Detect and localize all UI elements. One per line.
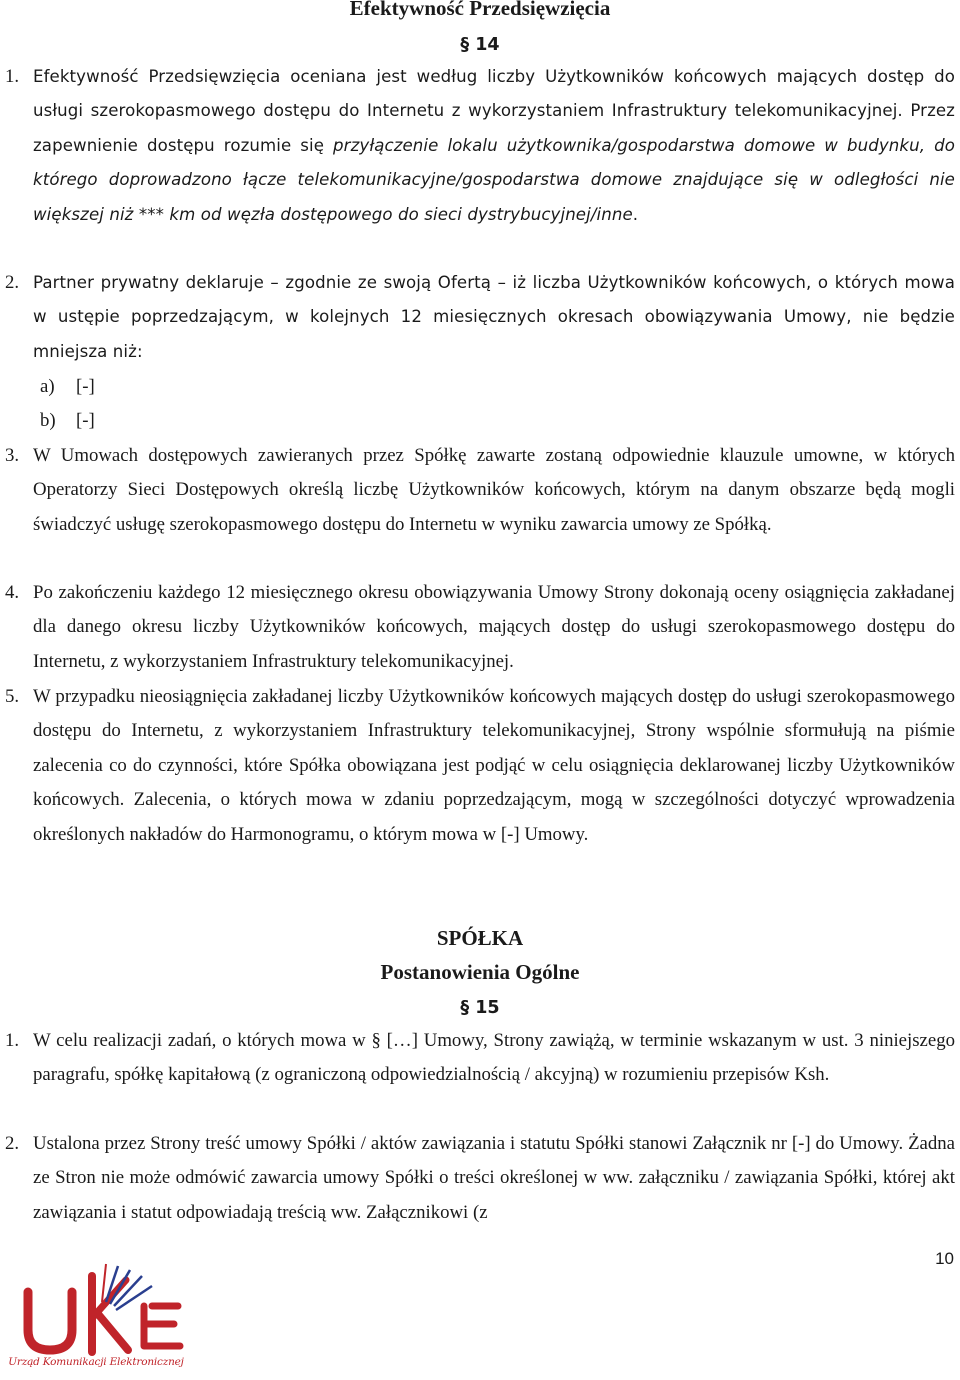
item-text: W Umowach dostępowych zawieranych przez Spółkę zawarte zostaną odpowiednie klauzule umowne, w których Operatorzy Sieci Dostępowych określą liczbę Użytkowników końcowych, którym na danym obszarze będą mogli świadczyć usługę szerokopasmowego dostępu do Internetu w wyniku zawarcia umowy ze Spółką. [33,445,955,535]
section-heading: SPÓŁKA [436,926,524,950]
list-item: 4. Po zakończeniu każdego 12 miesięcznego okresu obowiązywania Umowy Strony dokonają oceny osiągnięcia zakładanej dla danego okresu liczby Użytkowników końcowych, mających dostęp do usługi szerokopasmowego dostępu do Internetu, z wykorzystaniem Infrastruktury telekomunikacyjnej. [5,582,955,672]
list-item: 3. W Umowach dostępowych zawieranych przez Spółkę zawarte zostaną odpowiednie klauzule umowne, w których Operatorzy Sieci Dostępowych określą liczbę Użytkowników końcowych, którym na danym obszarze będą mogli świadczyć usługę szerokopasmowego dostępu do Internetu w wyniku zawarcia umowy ze Spółką. [5,445,955,535]
uke-logo [6,1262,186,1378]
section-title: Efektywność Przedsięwzięcia [349,0,611,20]
item-text: Partner prywatny deklaruje – zgodnie ze swoją Ofertą – iż liczba Użytkowników końcowych, o których mowa w ustępie poprzedzającym, w kolejnych 12 miesięcznych okresach obowiązywania Umowy, nie będzie mniejsza niż: [33,273,955,361]
item-text: W przypadku nieosiągnięcia zakładanej liczby Użytkowników końcowych mających dostęp do usługi szerokopasmowego dostępu do Internetu, z wykorzystaniem Infrastruktury telekomunikacyjnej, Strony wspólnie sformułują na piśmie zalecenia co do czynności, które Spółka obowiązana jest podjąć w celu osiągnięcia deklarowanej liczby Użytkowników końcowych. Zalecenia, o których mowa w zdaniu poprzedzającym, mogą w szczególności dotyczyć wprowadzenia określonych nakładów do Harmonogramu, o którym mowa w [-] Umowy. [33,686,955,845]
paragraph-number: § 14 [460,35,500,55]
list-item: 1. W celu realizacji zadań, o których mowa w § […] Umowy, Strony zawiążą, w terminie wskazanym w ust. 3 niniejszego paragrafu, spółkę kapitałową (z ograniczoną odpowiedzialnością / akcyjną) w rozumieniu przepisów Ksh. [5,1030,955,1086]
paragraph-number: § 15 [460,998,500,1018]
sub-item: a) [-] [40,376,95,397]
item-text: W celu realizacji zadań, o których mowa w § […] Umowy, Strony zawiążą, w terminie wskazanym w ust. 3 niniejszego paragrafu, spółkę kapitałową (z ograniczoną odpowiedzialnością / akcyjną) w rozumieniu przepisów Ksh. [33,1030,955,1086]
page-number: 10 [935,1249,954,1268]
sub-item: b) [-] [40,410,95,431]
uke-logo-mark [6,1262,186,1358]
item-text: Po zakończeniu każdego 12 miesięcznego okresu obowiązywania Umowy Strony dokonają oceny osiągnięcia zakładanej dla danego okresu liczby Użytkowników końcowych, mających dostęp do usługi szerokopasmowego dostępu do Internetu, z wykorzystaniem Infrastruktury telekomunikacyjnej. [33,582,955,672]
logo-caption: Urząd Komunikacji Elektronicznej [8,1356,184,1368]
list-item: 2. Ustalona przez Strony treść umowy Spółki / aktów zawiązania i statutu Spółki stanowi Załącznik nr [-] do Umowy. Żadna ze Stron nie może odmówić zawarcia umowy Spółki o treści określonej w ww. załączniku / zawiązania Spółki, której akt zawiązania i statut odpowiadają treścią ww. Załącznikowi (z [5,1133,955,1223]
item-text: Ustalona przez Strony treść umowy Spółki / aktów zawiązania i statutu Spółki stanowi Załącznik nr [-] do Umowy. Żadna ze Stron nie może odmówić zawarcia umowy Spółki o treści określonej w ww. załączniku / zawiązania Spółki, której akt zawiązania i statut odpowiadają treścią ww. Załącznikowi (z [33,1133,955,1223]
list-item: 2. Partner prywatny deklaruje – zgodnie ze swoją Ofertą – iż liczba Użytkowników końcowych, o których mowa w ustępie poprzedzającym, w kolejnych 12 miesięcznych okresach obowiązywania Umowy, nie będzie mniejsza niż: [5,272,955,361]
section-title: Postanowienia Ogólne [380,960,580,984]
list-item: 5. W przypadku nieosiągnięcia zakładanej liczby Użytkowników końcowych mających dostęp do usługi szerokopasmowego dostępu do Internetu, z wykorzystaniem Infrastruktury telekomunikacyjnej, Strony wspólnie sformułują na piśmie zalecenia co do czynności, które Spółka obowiązana jest podjąć w celu osiągnięcia deklarowanej liczby Użytkowników końcowych. Zalecenia, o których mowa w zdaniu poprzedzającym, mogą w szczególności dotyczyć wprowadzenia określonych nakładów do Harmonogramu, o którym mowa w [-] Umowy. [5,686,955,845]
list-item: 1. Efektywność Przedsięwzięcia oceniana jest według liczby Użytkowników końcowych mających dostęp do usługi szerokopasmowego dostępu do Internetu z wykorzystaniem Infrastruktury telekomunikacyjnej. Przez zapewnienie dostępu rozumie się przyłączenie lokalu użytkownika/gospodarstwa domowe w budynku, do którego doprowadzono łącze telekomunikacyjne/gospodarstwa domowe znajdujące się w odległości nie większej niż *** km od węzła dostępowego do sieci dystrybucyjnej/inne. [5,66,955,224]
item-text: Efektywność Przedsięwzięcia oceniana jest według liczby Użytkowników końcowych mających dostęp do usługi szerokopasmowego dostępu do Internetu z wykorzystaniem Infrastruktury telekomunikacyjnej. Przez zapewnienie dostępu rozumie się przyłączenie lokalu użytkownika/gospodarstwa domowe w budynku, do którego doprowadzono łącze telekomunikacyjne/gospodarstwa domowe znajdujące się w odległości nie większej niż *** km od węzła dostępowego do sieci dystrybucyjnej/inne. [33,67,955,224]
